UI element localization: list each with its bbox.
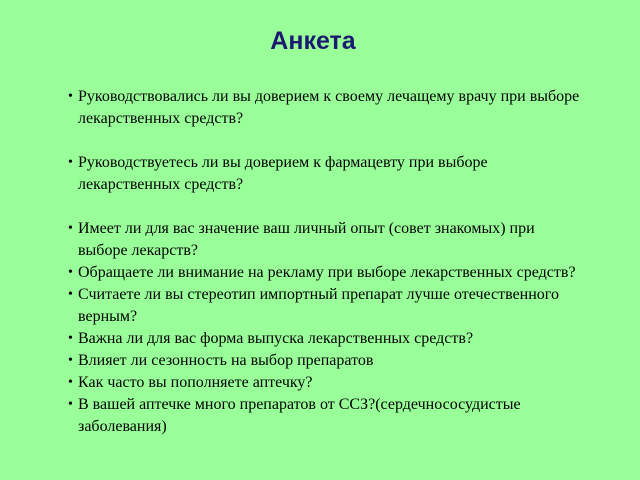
question-text: Имеет ли для вас значение ваш личный опыт (совет знакомых) при выборе лекарств? [78,220,535,259]
question-text: Руководствовались ли вы доверием к своему лечащему врачу при выборе лекарственных средств? [78,88,580,127]
question-text: Руководствуетесь ли вы доверием к фармацевту при выборе лекарственных средств? [78,154,488,193]
question-item [68,350,588,372]
question-item [68,394,588,438]
question-text: Влияет ли сезонность на выбор препаратов [78,352,374,369]
bullet-icon: • [68,155,73,170]
bullet-icon: • [68,265,73,280]
bullet-icon: • [68,89,73,104]
question-text: Обращаете ли внимание на рекламу при выборе лекарственных средств? [78,264,576,281]
question-item [68,328,588,350]
question-text: Как часто вы пополняете аптечку? [78,374,313,391]
question-item [68,218,588,262]
question-item [68,152,588,196]
bullet-icon: • [68,221,73,236]
question-item [68,86,588,130]
bullet-icon: • [68,375,73,390]
question-item [68,284,588,328]
slide-title: Анкета [270,27,356,55]
question-list [68,86,588,438]
question-text: Считаете ли вы стереотип импортный препарат лучше отечественного верным? [78,286,559,325]
bullet-icon: • [68,397,73,412]
question-item [68,262,588,284]
bullet-icon: • [68,353,73,368]
bullet-icon: • [68,331,73,346]
question-item [68,372,588,394]
question-text: Важна ли для вас форма выпуска лекарственных средств? [78,330,474,347]
question-text: В вашей аптечке много препаратов от ССЗ?(сердечнососудистые заболевания) [78,396,521,435]
bullet-icon: • [68,287,73,302]
